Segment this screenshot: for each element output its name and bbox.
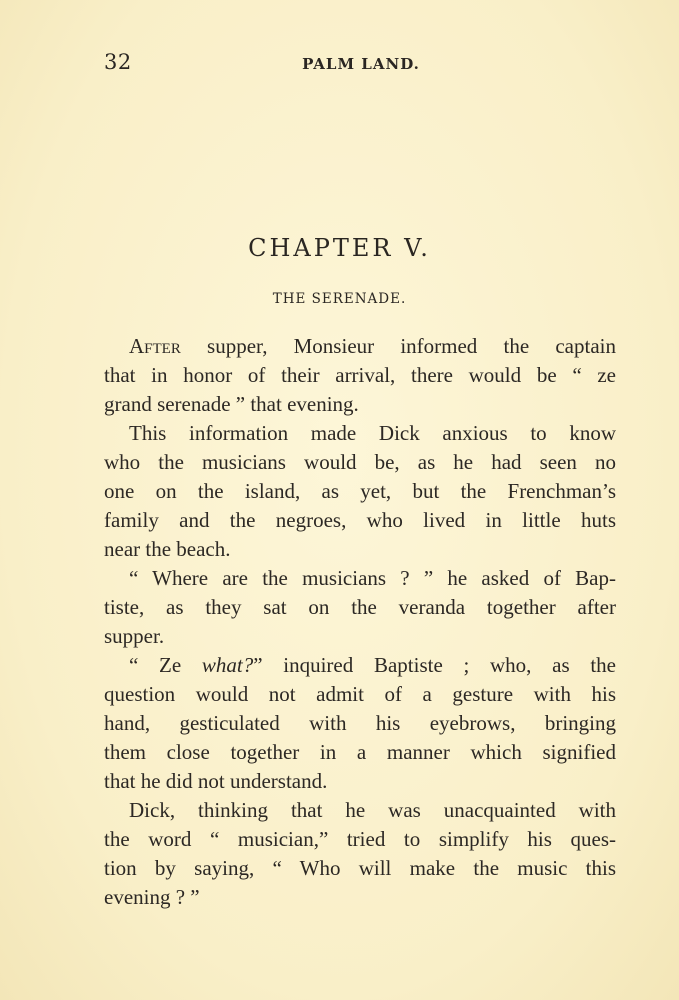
page-header: [104, 50, 618, 78]
text-line-15: them close together in a manner which signified: [104, 740, 616, 764]
text-line-2: that in honor of their arrival, there would be “ ze: [104, 363, 616, 387]
text-line-19: tion by saying, “ Who will make the music this: [104, 856, 616, 880]
chapter-subtitle: THE SERENADE.: [272, 291, 407, 307]
running-head: PALM LAND.: [302, 55, 420, 73]
text-line-16: that he did not understand.: [104, 769, 328, 793]
text-line-20: evening ? ”: [104, 885, 200, 909]
text-line-7: family and the negroes, who lived in little huts: [104, 508, 616, 532]
text-line-6: one on the island, as yet, but the Frenchman’s: [104, 479, 616, 503]
text-line-9: “ Where are the musicians ? ” he asked of Bap-: [129, 566, 616, 590]
page-number: 32: [104, 50, 132, 74]
text-line-3: grand serenade ” that evening.: [104, 392, 359, 416]
text-line-8: near the beach.: [104, 537, 231, 561]
body-text: [104, 332, 616, 912]
text-line-11: supper.: [104, 624, 165, 648]
text-line-18: the word “ musician,” tried to simplify his ques-: [104, 827, 616, 851]
text-line-5: who the musicians would be, as he had seen no: [104, 450, 616, 474]
text-line-1: After supper, Monsieur informed the captain: [129, 334, 616, 358]
drop-word: After: [129, 334, 181, 358]
text-line-12: “ Ze what?” inquired Baptiste ; who, as the: [129, 653, 616, 677]
text-line-13: question would not admit of a gesture with his: [104, 682, 616, 706]
text-line-17: Dick, thinking that he was unacquainted with: [129, 798, 616, 822]
text-line-10: tiste, as they sat on the veranda together after: [104, 595, 616, 619]
italic-word: what?: [201, 653, 254, 677]
text-line-4: This information made Dick anxious to know: [129, 421, 616, 445]
text-line-14: hand, gesticulated with his eyebrows, bringing: [104, 711, 616, 735]
chapter-title: CHAPTER V.: [248, 234, 431, 262]
